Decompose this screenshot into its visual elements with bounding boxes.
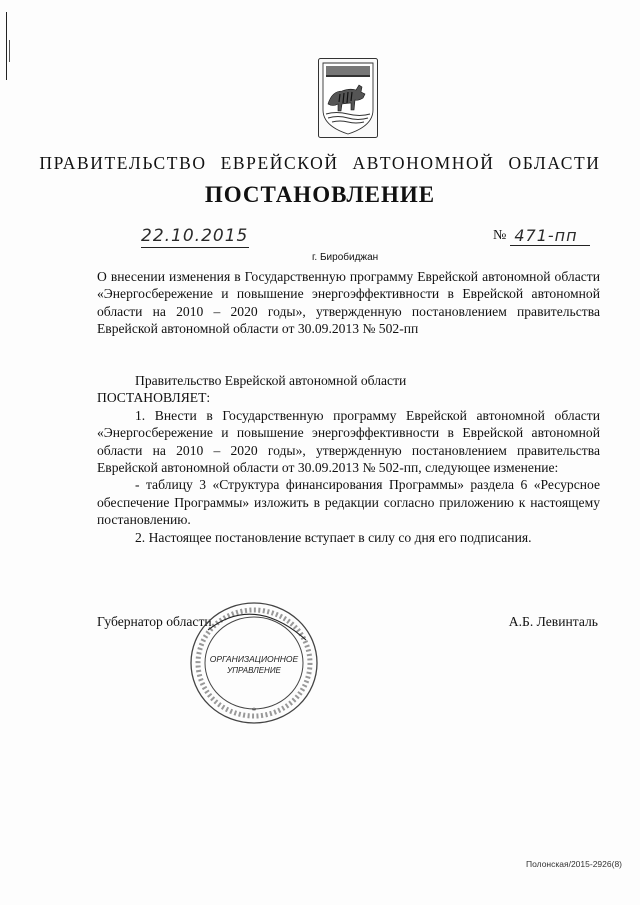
item-1-paragraph: 1. Внести в Государственную программу Еврейской автономной области «Энергосбережение и повышение энергоэффективности в Еврейской автономной области на 2010 – 2020 годы», утвержденную постановлением правительства Еврейской автономной области от 30.09.2013 № 502-пп, следующее изменение: xyxy=(97,407,600,476)
preamble-paragraph: Правительство Еврейской автономной области xyxy=(135,373,407,388)
document-date: 22.10.2015 xyxy=(141,226,249,246)
official-stamp-seal xyxy=(188,600,320,726)
svg-text:*: * xyxy=(251,706,257,716)
scan-edge-line xyxy=(6,12,7,80)
coat-of-arms-emblem xyxy=(318,58,378,138)
government-title: ПРАВИТЕЛЬСТВО ЕВРЕЙСКОЙ АВТОНОМНОЙ ОБЛАСТИ xyxy=(39,153,601,173)
resolves-paragraph: ПОСТАНОВЛЯЕТ: xyxy=(97,390,211,406)
footer-code: Полонская/2015-2926(8) xyxy=(525,859,622,869)
city-label: г. Биробиджан xyxy=(312,252,379,263)
item-2-paragraph: 2. Настоящее постановление вступает в силу со дня его подписания. xyxy=(135,529,532,545)
document-number: 471-пп xyxy=(510,226,590,246)
item-1-subitem-paragraph: - таблицу 3 «Структура финансирования Программы» раздела 6 «Ресурсное обеспечение Программы» изложить в редакции согласно приложению к настоящему постановлению. xyxy=(97,477,600,528)
seal-inner-line-2: УПРАВЛЕНИЕ xyxy=(227,666,281,675)
seal-inner-line-1: ОРГАНИЗАЦИОННОЕ xyxy=(209,654,299,664)
document-body xyxy=(97,372,600,546)
signer-name: А.Б. Левинталь xyxy=(508,614,598,629)
document-subject: О внесении изменения в Государственную программу Еврейской автономной области «Энергосбережение и повышение энергоэффективности в Еврейской автономной области на 2010 – 2020 годы», утвержденную постановлением правительства Еврейской автономной области от 30.09.2013 № 502-пп xyxy=(97,269,600,337)
signer-role: Губернатор области xyxy=(97,614,212,629)
scan-edge-line xyxy=(9,40,10,62)
document-type-title: ПОСТАНОВЛЕНИЕ xyxy=(204,182,436,207)
number-sign: № xyxy=(493,228,507,243)
document-number-block xyxy=(493,226,590,246)
